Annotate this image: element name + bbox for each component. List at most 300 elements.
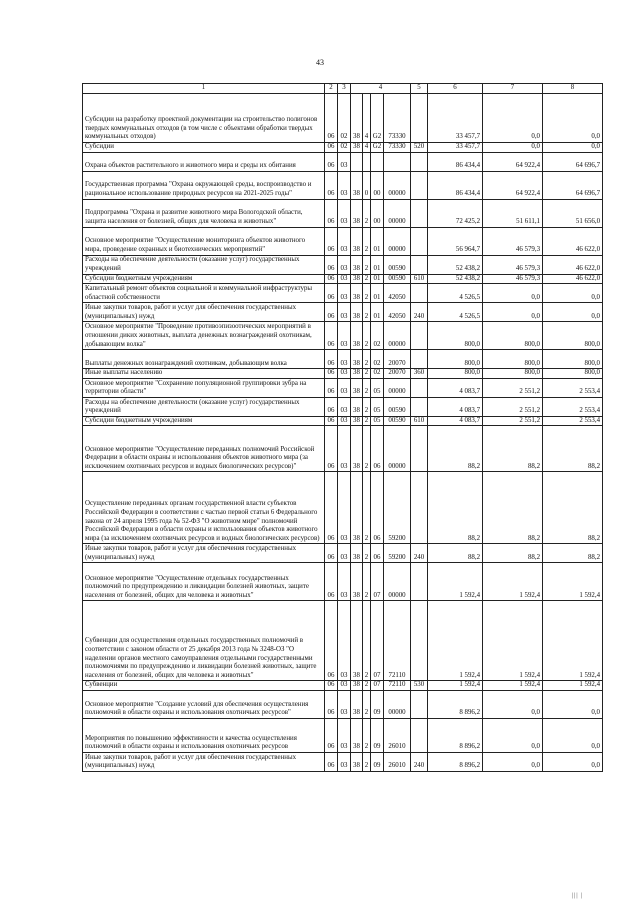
table-row <box>83 544 603 563</box>
subsection-code: 03 <box>338 472 351 544</box>
amount-year-1: 72 425,2 <box>428 199 483 227</box>
section-code: 06 <box>325 94 338 143</box>
col-header-6: 6 <box>428 84 483 94</box>
row-name: Государственная программа "Охрана окружающей среды, воспроизводство и рациональное использование природных ресурсов на 2021-2025 годы" <box>83 171 325 199</box>
col-header-1: 1 <box>83 84 325 94</box>
direction-code: 72110 <box>384 601 411 681</box>
subsection-code: 02 <box>338 143 351 153</box>
col-header-2: 2 <box>325 84 338 94</box>
amount-year-2: 0,0 <box>483 143 543 153</box>
section-code: 06 <box>325 752 338 771</box>
col-header-8: 8 <box>543 84 603 94</box>
subprogram-code: 2 <box>363 426 371 472</box>
subsection-code: 03 <box>338 350 351 369</box>
subsection-code: 03 <box>338 274 351 284</box>
amount-year-3: 88,2 <box>543 544 603 563</box>
amount-year-3: 2 553,4 <box>543 378 603 397</box>
table-row <box>83 472 603 544</box>
program-code: 38 <box>351 472 363 544</box>
table-row <box>83 563 603 601</box>
amount-year-3: 800,0 <box>543 350 603 369</box>
section-code: 06 <box>325 255 338 274</box>
amount-year-1: 88,2 <box>428 544 483 563</box>
section-code: 06 <box>325 171 338 199</box>
subprogram-code <box>363 152 371 171</box>
amount-year-3: 0,0 <box>543 303 603 322</box>
subprogram-code: 2 <box>363 472 371 544</box>
subprogram-code: 2 <box>363 274 371 284</box>
amount-year-3: 2 553,4 <box>543 397 603 416</box>
activity-code: 05 <box>371 378 384 397</box>
amount-year-2: 0,0 <box>483 303 543 322</box>
subprogram-code: 2 <box>363 350 371 369</box>
row-name: Подпрограмма "Охрана и развитие животного мира Вологодской области, защита населения от болезней, общих для человека и животных" <box>83 199 325 227</box>
section-code: 06 <box>325 303 338 322</box>
amount-year-1: 56 964,7 <box>428 227 483 255</box>
row-name: Основное мероприятие "Сохранение популяционной группировки зубра на территории области" <box>83 378 325 397</box>
subsection-code: 03 <box>338 752 351 771</box>
table-row <box>83 171 603 199</box>
expense-type-code: 360 <box>411 369 428 379</box>
subsection-code: 03 <box>338 416 351 426</box>
table-row <box>83 152 603 171</box>
amount-year-2: 51 611,1 <box>483 199 543 227</box>
amount-year-2: 46 579,3 <box>483 274 543 284</box>
expense-type-code <box>411 690 428 718</box>
section-code: 06 <box>325 143 338 153</box>
table-row <box>83 94 603 143</box>
section-code: 06 <box>325 227 338 255</box>
amount-year-1: 4 083,7 <box>428 378 483 397</box>
row-name: Расходы на обеспечение деятельности (оказание услуг) государственных учреждений <box>83 397 325 416</box>
section-code: 06 <box>325 274 338 284</box>
direction-code: 59200 <box>384 472 411 544</box>
amount-year-3: 2 553,4 <box>543 416 603 426</box>
activity-code: 00 <box>371 171 384 199</box>
activity-code: 01 <box>371 284 384 303</box>
table-row <box>83 378 603 397</box>
section-code: 06 <box>325 350 338 369</box>
amount-year-1: 33 457,7 <box>428 143 483 153</box>
subsection-code: 03 <box>338 255 351 274</box>
activity-code: G2 <box>371 143 384 153</box>
amount-year-3: 0,0 <box>543 690 603 718</box>
subsection-code: 03 <box>338 171 351 199</box>
expense-type-code <box>411 472 428 544</box>
expense-type-code <box>411 171 428 199</box>
section-code: 06 <box>325 601 338 681</box>
amount-year-2: 46 579,3 <box>483 255 543 274</box>
amount-year-1: 86 434,4 <box>428 171 483 199</box>
row-name: Мероприятия по повышению эффективности и качества осуществления полномочий в области охраны и использования охотничьих ресурсов <box>83 718 325 752</box>
direction-code: 26010 <box>384 752 411 771</box>
activity-code: 02 <box>371 369 384 379</box>
table-row <box>83 752 603 771</box>
amount-year-1: 800,0 <box>428 322 483 350</box>
expense-type-code: 240 <box>411 752 428 771</box>
amount-year-3: 0,0 <box>543 284 603 303</box>
table-row <box>83 284 603 303</box>
amount-year-1: 88,2 <box>428 426 483 472</box>
direction-code: 20070 <box>384 350 411 369</box>
expense-type-code <box>411 255 428 274</box>
subprogram-code: 2 <box>363 322 371 350</box>
program-code: 38 <box>351 416 363 426</box>
subsection-code: 03 <box>338 199 351 227</box>
program-code: 38 <box>351 718 363 752</box>
table-row <box>83 718 603 752</box>
amount-year-3: 0,0 <box>543 94 603 143</box>
row-name: Основное мероприятие "Осуществление мониторинга объектов животного мира, проведение охранных и биотехнических мероприятий" <box>83 227 325 255</box>
amount-year-1: 800,0 <box>428 369 483 379</box>
subsection-code: 03 <box>338 322 351 350</box>
row-name: Субвенции <box>83 681 325 691</box>
subprogram-code: 2 <box>363 255 371 274</box>
amount-year-2: 1 592,4 <box>483 563 543 601</box>
activity-code: 09 <box>371 752 384 771</box>
table-row <box>83 416 603 426</box>
direction-code: 00000 <box>384 563 411 601</box>
direction-code: 00000 <box>384 426 411 472</box>
footer-marks: ||| | <box>572 893 584 899</box>
subprogram-code: 0 <box>363 171 371 199</box>
row-name: Основное мероприятие "Проведение противоэпизоотических мероприятий в отношении диких животных, выплата денежных вознаграждений охотникам, добывающим волка" <box>83 322 325 350</box>
direction-code: 42050 <box>384 303 411 322</box>
column-header-row <box>83 84 603 94</box>
amount-year-1: 86 434,4 <box>428 152 483 171</box>
amount-year-2: 0,0 <box>483 284 543 303</box>
amount-year-2: 2 551,2 <box>483 416 543 426</box>
table-row <box>83 274 603 284</box>
amount-year-3: 1 592,4 <box>543 681 603 691</box>
row-name: Иные выплаты населению <box>83 369 325 379</box>
activity-code: 01 <box>371 255 384 274</box>
program-code: 38 <box>351 322 363 350</box>
amount-year-2: 88,2 <box>483 426 543 472</box>
direction-code: 00000 <box>384 322 411 350</box>
program-code: 38 <box>351 378 363 397</box>
subprogram-code: 2 <box>363 416 371 426</box>
section-code: 06 <box>325 472 338 544</box>
subsection-code: 03 <box>338 369 351 379</box>
subprogram-code: 2 <box>363 199 371 227</box>
activity-code: 01 <box>371 303 384 322</box>
direction-code: 72110 <box>384 681 411 691</box>
section-code: 06 <box>325 690 338 718</box>
amount-year-2: 88,2 <box>483 472 543 544</box>
subsection-code: 03 <box>338 284 351 303</box>
program-code: 38 <box>351 171 363 199</box>
expense-type-code <box>411 227 428 255</box>
amount-year-2: 0,0 <box>483 718 543 752</box>
amount-year-3: 0,0 <box>543 718 603 752</box>
amount-year-2: 64 922,4 <box>483 171 543 199</box>
row-name: Субсидии на разработку проектной документации на строительство полигонов твердых коммунальных отходов (в том числе с объектами обработки твердых коммунальных отходов) <box>83 94 325 143</box>
activity-code: 09 <box>371 690 384 718</box>
direction-code: 73330 <box>384 143 411 153</box>
row-name: Субсидии бюджетным учреждениям <box>83 274 325 284</box>
amount-year-3: 46 622,0 <box>543 227 603 255</box>
row-name: Иные закупки товаров, работ и услуг для обеспечения государственных (муниципальных) нужд <box>83 752 325 771</box>
direction-code: 00000 <box>384 199 411 227</box>
subsection-code: 03 <box>338 303 351 322</box>
row-name: Охрана объектов растительного и животного мира и среды их обитания <box>83 152 325 171</box>
amount-year-2: 46 579,3 <box>483 227 543 255</box>
amount-year-3: 64 696,7 <box>543 171 603 199</box>
amount-year-2: 88,2 <box>483 544 543 563</box>
amount-year-1: 8 896,2 <box>428 752 483 771</box>
subprogram-code: 2 <box>363 284 371 303</box>
program-code: 38 <box>351 227 363 255</box>
amount-year-2: 0,0 <box>483 94 543 143</box>
program-code: 38 <box>351 274 363 284</box>
amount-year-1: 1 592,4 <box>428 601 483 681</box>
section-code: 06 <box>325 544 338 563</box>
amount-year-2: 2 551,2 <box>483 378 543 397</box>
amount-year-3: 88,2 <box>543 426 603 472</box>
table-row <box>83 350 603 369</box>
expense-type-code <box>411 322 428 350</box>
direction-code: 00000 <box>384 690 411 718</box>
subprogram-code: 2 <box>363 601 371 681</box>
expense-type-code <box>411 284 428 303</box>
table-row <box>83 601 603 681</box>
subsection-code: 03 <box>338 601 351 681</box>
direction-code: 26010 <box>384 718 411 752</box>
activity-code: 00 <box>371 199 384 227</box>
activity-code: G2 <box>371 94 384 143</box>
subsection-code: 02 <box>338 94 351 143</box>
amount-year-2: 64 922,4 <box>483 152 543 171</box>
row-name: Иные закупки товаров, работ и услуг для обеспечения государственных (муниципальных) нужд <box>83 303 325 322</box>
subprogram-code: 4 <box>363 94 371 143</box>
col-header-5: 5 <box>411 84 428 94</box>
subsection-code: 03 <box>338 426 351 472</box>
program-code: 38 <box>351 369 363 379</box>
amount-year-1: 4 526,5 <box>428 284 483 303</box>
activity-code: 07 <box>371 563 384 601</box>
program-code: 38 <box>351 255 363 274</box>
subprogram-code: 2 <box>363 563 371 601</box>
section-code: 06 <box>325 322 338 350</box>
expense-type-code: 610 <box>411 416 428 426</box>
subprogram-code: 2 <box>363 681 371 691</box>
program-code: 38 <box>351 397 363 416</box>
subprogram-code: 2 <box>363 378 371 397</box>
program-code: 38 <box>351 94 363 143</box>
section-code: 06 <box>325 378 338 397</box>
subprogram-code: 2 <box>363 227 371 255</box>
amount-year-3: 64 696,7 <box>543 152 603 171</box>
subprogram-code: 2 <box>363 397 371 416</box>
section-code: 06 <box>325 284 338 303</box>
subsection-code: 03 <box>338 718 351 752</box>
section-code: 06 <box>325 199 338 227</box>
amount-year-1: 52 438,2 <box>428 274 483 284</box>
row-name: Основное мероприятие "Создание условий для обеспечения осуществления полномочий в области охраны и использования охотничьих ресурсов" <box>83 690 325 718</box>
amount-year-3: 800,0 <box>543 369 603 379</box>
program-code: 38 <box>351 690 363 718</box>
expense-type-code: 520 <box>411 143 428 153</box>
row-name: Основное мероприятие "Осуществление переданных полномочий Российской Федерации в области охраны и использования объектов животного мира (за исключением охотничьих ресурсов и водных биологических ресурсов)" <box>83 426 325 472</box>
expense-type-code <box>411 718 428 752</box>
amount-year-1: 4 083,7 <box>428 416 483 426</box>
subsection-code: 03 <box>338 397 351 416</box>
direction-code: 00590 <box>384 274 411 284</box>
expense-type-code <box>411 152 428 171</box>
amount-year-1: 4 083,7 <box>428 397 483 416</box>
program-code: 38 <box>351 752 363 771</box>
amount-year-3: 1 592,4 <box>543 563 603 601</box>
subprogram-code: 2 <box>363 752 371 771</box>
subprogram-code: 4 <box>363 143 371 153</box>
amount-year-2: 0,0 <box>483 690 543 718</box>
activity-code: 06 <box>371 472 384 544</box>
section-code: 06 <box>325 397 338 416</box>
activity-code: 07 <box>371 601 384 681</box>
expense-type-code <box>411 199 428 227</box>
subsection-code: 03 <box>338 563 351 601</box>
subprogram-code: 2 <box>363 690 371 718</box>
direction-code: 00000 <box>384 227 411 255</box>
expense-type-code <box>411 94 428 143</box>
amount-year-2: 1 592,4 <box>483 601 543 681</box>
amount-year-3: 88,2 <box>543 472 603 544</box>
program-code: 38 <box>351 303 363 322</box>
row-name: Основное мероприятие "Осуществление отдельных государственных полномочий по предупреждению и ликвидации болезней животных, защите населения от болезней, общих для человека и животных" <box>83 563 325 601</box>
expense-type-code <box>411 563 428 601</box>
program-code: 38 <box>351 143 363 153</box>
activity-code <box>371 152 384 171</box>
table-row <box>83 143 603 153</box>
amount-year-3: 0,0 <box>543 752 603 771</box>
activity-code: 06 <box>371 544 384 563</box>
subprogram-code: 2 <box>363 303 371 322</box>
program-code: 38 <box>351 563 363 601</box>
amount-year-1: 800,0 <box>428 350 483 369</box>
table-row <box>83 227 603 255</box>
direction-code <box>384 152 411 171</box>
subprogram-code: 2 <box>363 544 371 563</box>
amount-year-3: 800,0 <box>543 322 603 350</box>
subsection-code: 03 <box>338 690 351 718</box>
row-name: Капитальный ремонт объектов социальной и коммунальной инфраструктуры областной собственности <box>83 284 325 303</box>
amount-year-2: 2 551,2 <box>483 397 543 416</box>
section-code: 06 <box>325 416 338 426</box>
row-name: Расходы на обеспечение деятельности (оказание услуг) государственных учреждений <box>83 255 325 274</box>
section-code: 06 <box>325 152 338 171</box>
section-code: 06 <box>325 369 338 379</box>
subsection-code: 03 <box>338 152 351 171</box>
program-code: 38 <box>351 601 363 681</box>
table-row <box>83 303 603 322</box>
amount-year-3: 0,0 <box>543 143 603 153</box>
amount-year-2: 800,0 <box>483 322 543 350</box>
table-row <box>83 322 603 350</box>
amount-year-2: 800,0 <box>483 350 543 369</box>
table-row <box>83 681 603 691</box>
table-row <box>83 255 603 274</box>
subsection-code: 03 <box>338 378 351 397</box>
table-row <box>83 690 603 718</box>
amount-year-1: 33 457,7 <box>428 94 483 143</box>
direction-code: 59200 <box>384 544 411 563</box>
page-number: 43 <box>316 58 324 67</box>
section-code: 06 <box>325 718 338 752</box>
section-code: 06 <box>325 426 338 472</box>
direction-code: 00000 <box>384 378 411 397</box>
direction-code: 42050 <box>384 284 411 303</box>
amount-year-1: 88,2 <box>428 472 483 544</box>
amount-year-2: 0,0 <box>483 752 543 771</box>
expense-type-code <box>411 378 428 397</box>
amount-year-1: 1 592,4 <box>428 681 483 691</box>
row-name: Субсидии <box>83 143 325 153</box>
expense-type-code: 240 <box>411 303 428 322</box>
amount-year-3: 1 592,4 <box>543 601 603 681</box>
activity-code: 01 <box>371 227 384 255</box>
expense-type-code <box>411 397 428 416</box>
amount-year-1: 8 896,2 <box>428 690 483 718</box>
program-code: 38 <box>351 284 363 303</box>
subsection-code: 03 <box>338 681 351 691</box>
expense-type-code <box>411 426 428 472</box>
program-code: 38 <box>351 199 363 227</box>
row-name: Субсидии бюджетным учреждениям <box>83 416 325 426</box>
direction-code: 00000 <box>384 171 411 199</box>
program-code: 38 <box>351 350 363 369</box>
amount-year-1: 52 438,2 <box>428 255 483 274</box>
direction-code: 00590 <box>384 255 411 274</box>
direction-code: 00590 <box>384 397 411 416</box>
expense-type-code: 610 <box>411 274 428 284</box>
activity-code: 09 <box>371 718 384 752</box>
table-row <box>83 397 603 416</box>
amount-year-3: 46 622,0 <box>543 274 603 284</box>
activity-code: 06 <box>371 426 384 472</box>
amount-year-1: 8 896,2 <box>428 718 483 752</box>
col-header-4: 4 <box>351 84 411 94</box>
activity-code: 05 <box>371 416 384 426</box>
row-name: Иные закупки товаров, работ и услуг для обеспечения государственных (муниципальных) нужд <box>83 544 325 563</box>
subsection-code: 03 <box>338 544 351 563</box>
amount-year-3: 51 656,0 <box>543 199 603 227</box>
activity-code: 02 <box>371 322 384 350</box>
row-name: Выплаты денежных вознаграждений охотникам, добывающим волка <box>83 350 325 369</box>
direction-code: 20070 <box>384 369 411 379</box>
subprogram-code: 2 <box>363 369 371 379</box>
program-code: 38 <box>351 681 363 691</box>
expense-type-code <box>411 601 428 681</box>
subsection-code: 03 <box>338 227 351 255</box>
activity-code: 05 <box>371 397 384 416</box>
amount-year-1: 1 592,4 <box>428 563 483 601</box>
activity-code: 02 <box>371 350 384 369</box>
amount-year-3: 46 622,0 <box>543 255 603 274</box>
table-row <box>83 426 603 472</box>
subprogram-code: 2 <box>363 718 371 752</box>
expense-type-code: 530 <box>411 681 428 691</box>
expense-type-code <box>411 350 428 369</box>
section-code: 06 <box>325 563 338 601</box>
program-code: 38 <box>351 426 363 472</box>
col-header-7: 7 <box>483 84 543 94</box>
direction-code: 73330 <box>384 94 411 143</box>
activity-code: 07 <box>371 681 384 691</box>
row-name: Субвенции для осуществления отдельных государственных полномочий в соответствии с законом области от 25 декабря 2013 года № 3248-ОЗ "О наделении органов местного самоуправления отдельными государственными полномочиями по предупреждению и ликвидации болезней животных, защите населения от болезней, общих для человека и животных" <box>83 601 325 681</box>
table-body <box>83 94 603 772</box>
expense-type-code: 240 <box>411 544 428 563</box>
